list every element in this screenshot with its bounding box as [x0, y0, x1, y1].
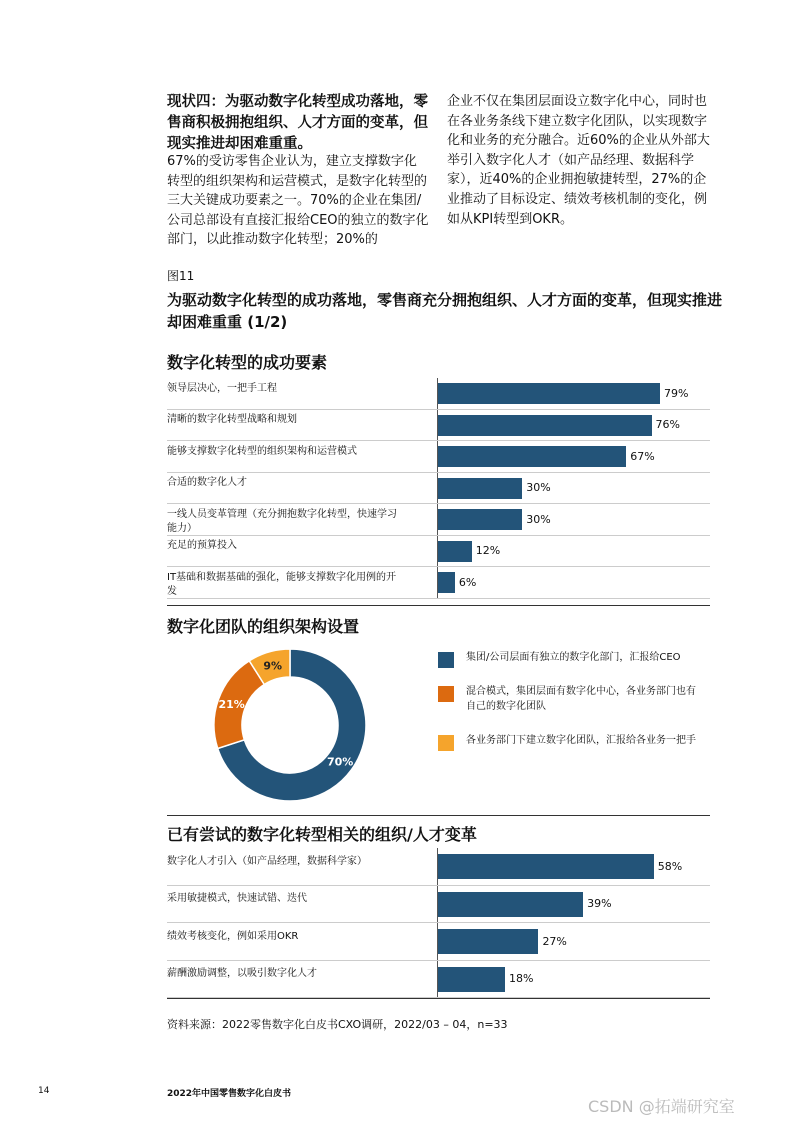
bar-label: 绩效考核变化，例如采用OKR	[167, 930, 299, 942]
chart-row	[167, 886, 710, 924]
bar-value-label: 39%	[587, 897, 612, 911]
body-paragraph-right: 企业不仅在集团层面设立数字化中心，同时也在各业务条线下建立数字化团队，以实现数字化和业务的充分融合。近60%的企业从外部大举引入数字化人才（如产品经理、数据科学家），近40%的企业拥抱敏捷转型，27%的企业推动了目标设定、绩效考核机制的变化，例如从KPI转型到OKR。	[447, 94, 710, 227]
legend-label: 各业务部门下建立数字化团队，汇报给各业务一把手	[466, 735, 696, 746]
chart-row	[167, 567, 710, 599]
chart-row	[167, 441, 710, 473]
legend-swatch	[438, 652, 454, 668]
bar-label: 充足的预算投入	[167, 540, 237, 552]
org-talent-change-bar-chart	[167, 848, 710, 998]
bar	[438, 541, 472, 562]
chart-row	[167, 473, 710, 505]
footer-title: 2022年中国零售数字化白皮书	[167, 1089, 292, 1099]
slice-label: 70%	[326, 755, 354, 769]
figure-label: 图11	[167, 269, 195, 283]
bar-label: 合适的数字化人才	[167, 477, 247, 489]
slice-label: 9%	[263, 659, 283, 673]
divider	[167, 998, 710, 999]
legend-swatch	[438, 735, 454, 751]
chart-row	[167, 536, 710, 568]
bar-label: IT基础和数据基础的强化，能够支撑数字化用例的开发	[167, 571, 397, 597]
bar	[438, 572, 455, 593]
bar-value-label: 67%	[630, 449, 655, 463]
bar-label: 薪酬激励调整，以吸引数字化人才	[167, 968, 317, 980]
watermark: CSDN @拓端研究室	[588, 1097, 735, 1116]
bar-value-label: 76%	[655, 418, 680, 432]
bar	[438, 383, 660, 404]
bar	[438, 509, 522, 530]
chart-row	[167, 504, 710, 536]
divider	[167, 605, 710, 606]
legend-item	[438, 650, 698, 665]
bar-label: 采用敏捷模式，快速试错、迭代	[167, 893, 307, 905]
bar-value-label: 27%	[542, 934, 567, 948]
bar-label: 清晰的数字化转型战略和规划	[167, 414, 297, 426]
legend-label: 混合模式，集团层面有数字化中心，各业务部门也有自己的数字化团队	[466, 686, 696, 712]
donut-legend	[438, 650, 698, 767]
bar-label: 一线人员变革管理（充分拥抱数字化转型，快速学习能力）	[167, 508, 397, 534]
source-note: 资料来源：2022零售数字化白皮书CXO调研，2022/03 – 04，n=33	[167, 1018, 508, 1031]
bar	[438, 446, 626, 467]
bar-value-label: 12%	[475, 544, 501, 558]
bar	[438, 415, 652, 436]
bar-label: 数字化人才引入（如产品经理，数据科学家）	[167, 855, 367, 867]
success-factors-bar-chart	[167, 378, 710, 599]
slice-label: 21%	[218, 697, 245, 711]
page-number: 14	[38, 1086, 50, 1096]
legend-item	[438, 733, 698, 748]
body-paragraph-left: 67%的受访零售企业认为，建立支撑数字化转型的组织架构和运营模式，是数字化转型的三大关键成功要素之一。70%的企业在集团/公司总部设有直接汇报给CEO的独立的数字化部门，以此推动数字化转型；20%的	[167, 154, 429, 248]
legend-item	[438, 684, 698, 714]
bar-value-label: 30%	[526, 481, 551, 495]
bar-label: 领导层决心，一把手工程	[167, 382, 277, 394]
chart1-title: 数字化转型的成功要素	[167, 353, 328, 372]
figure-title: 为驱动数字化转型的成功落地，零售商充分拥抱组织、人才方面的变革，但现实推进却困难重重 (1/2)	[167, 291, 723, 331]
bar	[438, 892, 583, 917]
chart-row	[167, 923, 710, 961]
chart2-title: 数字化团队的组织架构设置	[167, 617, 360, 636]
org-structure-donut-chart	[200, 640, 380, 810]
bar-value-label: 58%	[657, 859, 683, 873]
bar-value-label: 79%	[663, 386, 689, 400]
bar-value-label: 6%	[458, 575, 477, 589]
bar-value-label: 18%	[508, 972, 534, 986]
chart-row	[167, 961, 710, 999]
divider	[167, 815, 710, 816]
legend-swatch	[438, 686, 454, 702]
bar	[438, 929, 538, 954]
bar-value-label: 30%	[526, 512, 551, 526]
bar	[438, 854, 654, 879]
legend-label: 集团/公司层面有独立的数字化部门，汇报给CEO	[466, 652, 681, 663]
chart-row	[167, 410, 710, 442]
chart-row	[167, 378, 710, 410]
section-headline: 现状四：为驱动数字化转型成功落地，零售商积极拥抱组织、人才方面的变革，但现实推进却困难重重。	[167, 94, 428, 152]
bar-label: 能够支撑数字化转型的组织架构和运营模式	[167, 445, 357, 457]
chart-row	[167, 848, 710, 886]
chart3-title: 已有尝试的数字化转型相关的组织/人才变革	[167, 825, 477, 844]
bar	[438, 478, 522, 499]
bar	[438, 967, 505, 992]
